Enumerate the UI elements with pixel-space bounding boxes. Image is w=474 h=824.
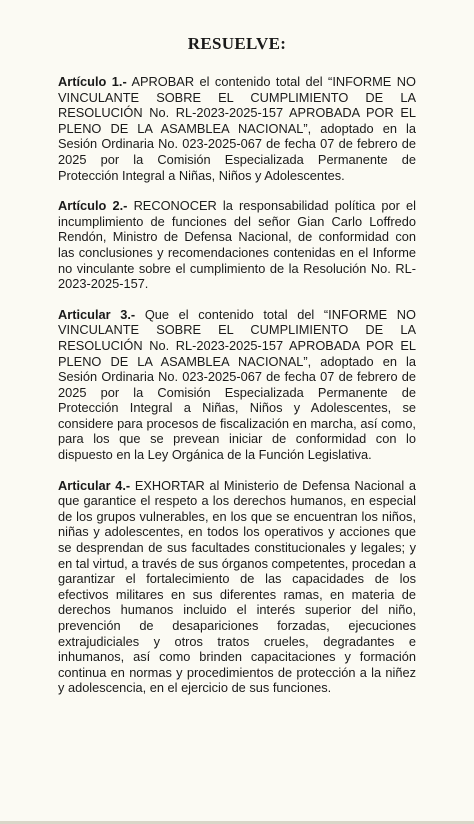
article-3 [58, 307, 416, 463]
article-2-text: RECONOCER la responsabilidad política por el incumplimiento de funciones del señor Gian Carlo Loffredo Rendón, Ministro de Defensa Nacional, de conformidad con las conclusiones y recomendaciones contenidas en el Informe no vinculante sobre el cumplimiento de la Resolución No. RL-2023-2025-157. [58, 198, 416, 292]
article-1-label: Artículo 1.- [58, 74, 127, 89]
article-2-label: Artículo 2.- [58, 198, 128, 214]
resolution-heading: RESUELVE: [187, 34, 287, 53]
article-3-label: Articular 3.- [58, 306, 136, 322]
article-1 [58, 74, 416, 183]
article-4-label: Articular 4.- [58, 477, 131, 493]
article-3-text: Que el contenido total del “INFORME NO VINCULANTE SOBRE EL CUMPLIMIENTO DE LA RESOLUCIÓN No. RL-2023-2025-157 APROBADA POR EL PLENO DE LA ASAMBLEA NACIONAL”, adoptado en la Sesión Ordinaria No. 023-2025-067 de fecha 07 de febrero de 2025 por la Comisión Especializada Permanente de Protección Integral a Niñas, Niños y Adolescentes, se considere para procesos de fiscalización en marcha, así como, para los que se prevean iniciar de conformidad con lo dispuesto en la Ley Orgánica de la Función Legislativa. [58, 306, 416, 463]
article-4-text: EXHORTAR al Ministerio de Defensa Nacional a que garantice el respeto a los derechos humanos, en especial de los grupos vulnerables, en los que se encuentran los niños, niñas y adolescentes, en todos los operativos y acciones que se desprendan de sus facultades constitucionales y legales; y en tal virtud, a través de sus órganos competentes, procedan a garantizar el fortalecimiento de las capacidades de los efectivos militares en sus diferentes ramas, en materia de derechos humanos incluido el interés superior del niño, prevención de desapariciones forzadas, ejecuciones extrajudiciales y otros tratos crueles, degradantes e inhumanos, así como brinden capacitaciones y formación continua en normas y procedimientos de protección a la niñez y adolescencia, en el ejercicio de sus funciones. [58, 477, 416, 696]
article-4 [58, 478, 416, 696]
article-1-text: APROBAR el contenido total del “INFORME NO VINCULANTE SOBRE EL CUMPLIMIENTO DE LA RESOLUCIÓN No. RL-2023-2025-157 APROBADA POR EL PLENO DE LA ASAMBLEA NACIONAL”, adoptado en la Sesión Ordinaria No. 023-2025-067 de fecha 07 de febrero de 2025 por la Comisión Especializada Permanente de Protección Integral a Niñas, Niños y Adolescentes. [58, 74, 416, 183]
article-2 [58, 198, 416, 292]
